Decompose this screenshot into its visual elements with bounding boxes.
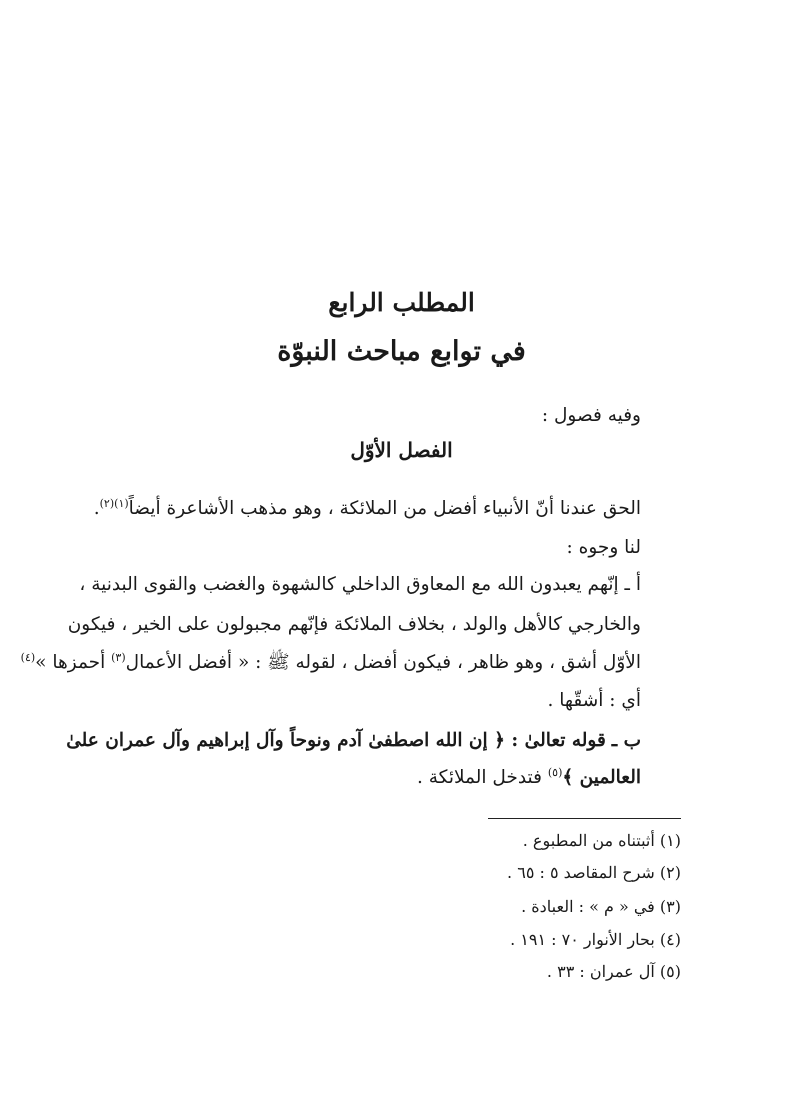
paragraph-3-line-3 bbox=[20, 648, 641, 678]
footnote-ref-5: (٥) bbox=[547, 765, 563, 779]
chapter-title: الفصل الأوّل bbox=[350, 438, 453, 462]
paragraph-3-line-3c: أحمزها » bbox=[35, 652, 106, 673]
paragraph-3-line-1: أ ـ إنّهم يعبدون الله مع المعاوق الداخلي كالشهوة والغضب والقوى البدنية ، bbox=[79, 574, 641, 595]
intro-line: وفيه فصول : bbox=[541, 405, 641, 426]
paragraph-4-line-2b: فتدخل الملائكة . bbox=[416, 767, 542, 788]
footnote-ref-1-2: (١)(٢) bbox=[99, 496, 129, 510]
paragraph-3-line-3a: الأوّل أشق ، وهو ظاهر ، فيكون أفضل ، لقوله bbox=[295, 652, 641, 673]
footnote-2: (٢) شرح المقاصد ٥ : ٦٥ . bbox=[507, 863, 681, 882]
paragraph-4-label: ب ـ bbox=[611, 730, 641, 751]
paragraph-4-line-2a: العالمين ﴾ bbox=[562, 767, 641, 788]
paragraph-4-line-2 bbox=[417, 763, 641, 793]
paragraph-1-text: الحق عندنا أنّ الأنبياء أفضل من الملائكة ، وهو مذهب الأشاعرة أيضاً bbox=[128, 498, 641, 519]
footnote-5: (٥) آل عمران : ٣٣ . bbox=[546, 962, 681, 981]
section-title: المطلب الرابع bbox=[328, 288, 475, 317]
paragraph-3-line-3b: : « أفضل الأعمال bbox=[125, 652, 262, 673]
footnote-separator bbox=[488, 818, 681, 819]
paragraph-3-line-4: أي : أشقّها . bbox=[547, 690, 641, 711]
footnote-ref-3: (٣) bbox=[111, 650, 126, 664]
paragraph-3-line-2: والخارجي كالأهل والولد ، بخلاف الملائكة فإنّهم مجبولون على الخير ، فيكون bbox=[67, 614, 641, 635]
section-subtitle: في توابع مباحث النبوّة bbox=[277, 336, 526, 367]
footnote-3: (٣) في « م » : العبادة . bbox=[521, 897, 681, 916]
footnote-4: (٤) بحار الأنوار ٧٠ : ١٩١ . bbox=[510, 930, 681, 949]
paragraph-4-line-1-text: قوله تعالىٰ : ﴿ إن الله اصطفىٰ آدم ونوحاً وآل إبراهيم وآل عمران علىٰ bbox=[66, 730, 606, 751]
honorific-glyph: ﷺ bbox=[267, 652, 290, 673]
footnote-1: (١) أثبتناه من المطبوع . bbox=[522, 831, 681, 850]
paragraph-4-line-1 bbox=[66, 726, 641, 756]
paragraph-2: لنا وجوه : bbox=[566, 537, 641, 558]
footnote-ref-4: (٤) bbox=[20, 650, 36, 664]
paragraph-1 bbox=[94, 494, 641, 524]
paragraph-1-end: . bbox=[93, 498, 100, 519]
